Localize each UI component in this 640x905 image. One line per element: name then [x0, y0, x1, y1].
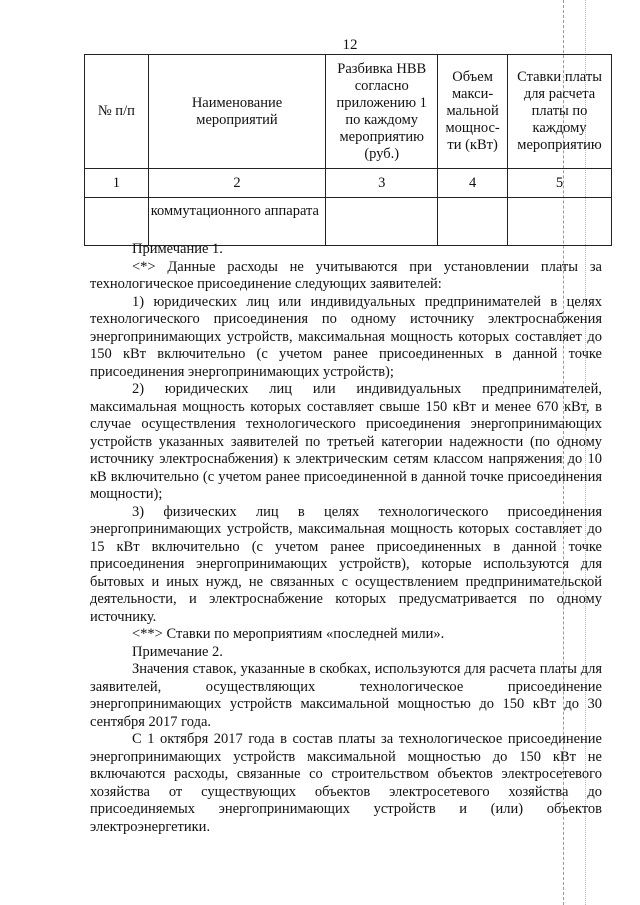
tariff-table — [84, 54, 612, 246]
header-cell-power: Объем макси-мальной мощнос-ти (кВт) — [438, 55, 508, 169]
table-cell — [326, 198, 438, 246]
number-cell: 3 — [326, 169, 438, 198]
header-cell-rates: Ставки платы для расчета платы по каждому мероприятию — [508, 55, 612, 169]
number-cell: 5 — [508, 169, 612, 198]
page-number: 12 — [342, 37, 358, 53]
note2-title: Примечание 2. — [132, 643, 223, 660]
document-body — [90, 241, 602, 836]
table-header-row — [85, 55, 612, 169]
header-cell-name: Наименование мероприятий — [148, 55, 326, 169]
header-cell-number: № п/п — [85, 55, 149, 169]
table-cell-name: коммутационного аппарата — [148, 198, 326, 246]
note1-title: Примечание 1. — [132, 241, 223, 257]
paragraph-october: С 1 октября 2017 года в состав платы за технологическое присоединение энергопринимающих устройств максимальной мощностью до 150 кВт не включаются расходы, связанные со строительством объектов электросетевого хозяйства от существующих объектов электросетевого хозяйства до присоединяемых энергопринимающих устройств и (или) объектов электроэнергетики. — [90, 731, 602, 835]
list-item-2: 2) юридических лиц или индивидуальных предпринимателей, максимальная мощность которых составляет свыше 150 кВт и менее 670 кВт, в случае осуществления технологического присоединения энергопринимающих устройств указанных заявителей по третьей категории надежности (по одному источнику электроснабжения) к электрическим сетям классом напряжения до 10 кВ включительно (с учетом ранее присоединенной в данной точке присоединения мощности); — [90, 381, 602, 502]
number-cell: 2 — [148, 169, 326, 198]
note1-star-text: <*> Данные расходы не учитываются при установлении платы за технологическое присоединение следующих заявителей: — [90, 258, 602, 292]
list-item-3: 3) физических лиц в целях технологического присоединения энергопринимающих устройств, максимальная мощность которых составляет до 15 кВт включительно (с учетом ранее присоединенных в данной точке присоединения энергопринимающих устройств), которые используются для бытовых и иных нужд, не связанных с осуществлением предпринимательской деятельности, и электроснабжение которых предусматривается по одному источнику. — [90, 503, 602, 625]
header-cell-nvv: Разбивка НВВ согласно приложению 1 по каждому мероприятию (руб.) — [326, 55, 438, 169]
list-item-1: 1) юридических лиц или индивидуальных предпринимателей в целях технологического присоединения по одному источнику электроснабжения энергопринимающих устройств, максимальная мощность которых составляет до 150 кВт включительно (с учетом ранее присоединенных в данной точке присоединения энергопринимающих устройств); — [90, 293, 602, 380]
table-row — [85, 198, 612, 246]
table-cell — [438, 198, 508, 246]
table-cell — [508, 198, 612, 246]
table-cell — [85, 198, 149, 246]
number-cell: 4 — [438, 169, 508, 198]
number-cell: 1 — [85, 169, 149, 198]
paragraph-brackets: Значения ставок, указанные в скобках, используются для расчета платы для заявителей, осуществляющих технологическое присоединение энергопринимающих устройств максимальной мощностью до 150 кВт до 30 сентября 2017 года. — [90, 661, 602, 730]
double-star-note: <**> Ставки по мероприятиям «последней мили». — [132, 626, 445, 642]
table-number-row — [85, 169, 612, 198]
